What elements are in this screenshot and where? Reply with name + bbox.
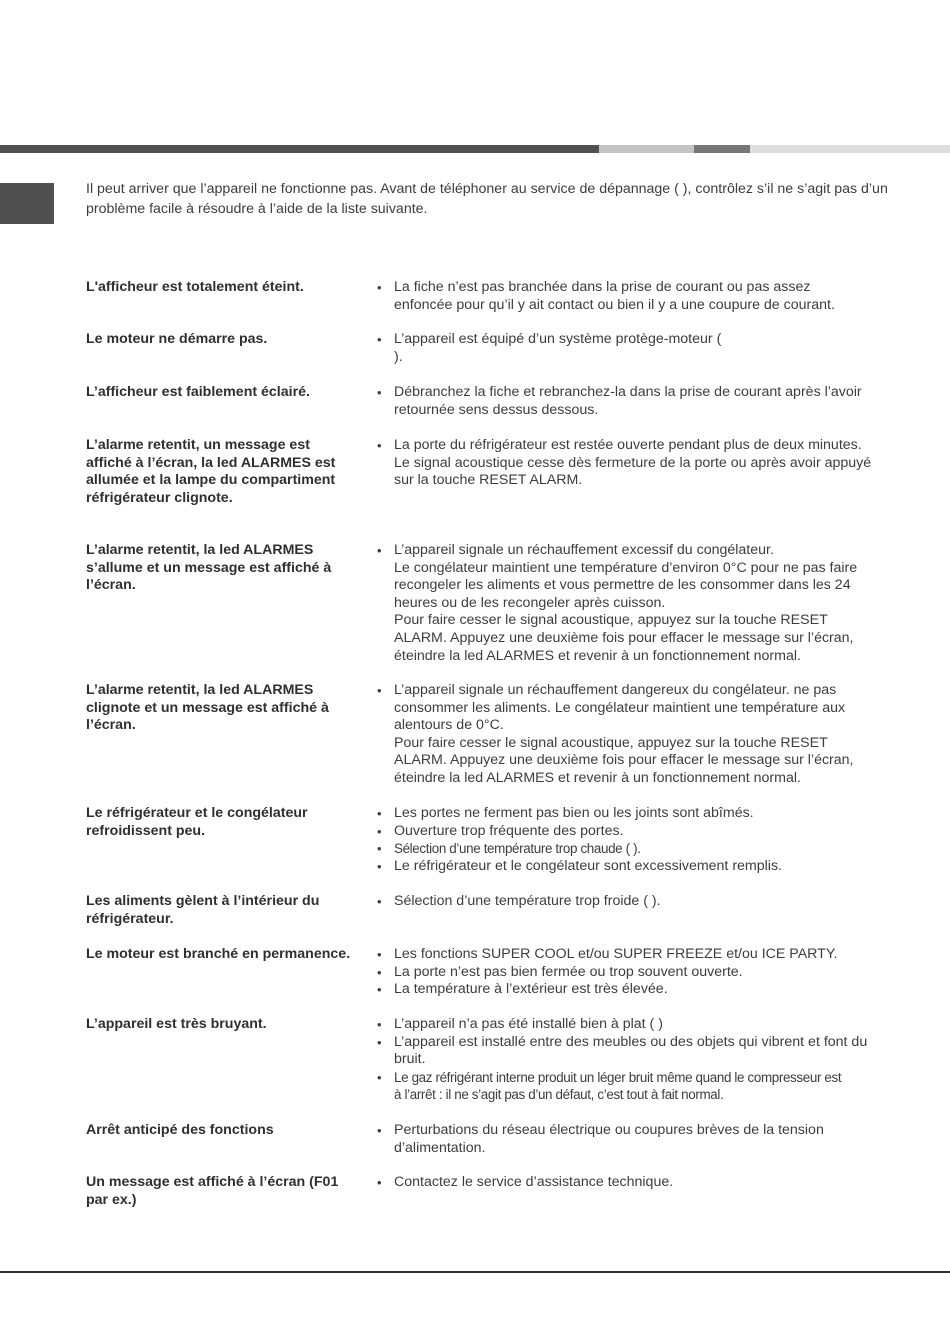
solution-list <box>376 542 898 665</box>
solution-item: • Sélection d’une température trop chaude ( ). <box>376 840 898 858</box>
solution-item: • L’appareil est équipé d’un système protège-moteur ( ). <box>376 331 898 366</box>
language-tab <box>0 183 54 224</box>
solution-item: • L’appareil n’a pas été installé bien à plat ( ) <box>376 1016 898 1034</box>
solution-list <box>376 1174 898 1192</box>
solution-item: • Perturbations du réseau électrique ou coupures brèves de la tension d’alimentation. <box>376 1122 898 1157</box>
solution-item: • Le réfrigérateur et le congélateur sont excessivement remplis. <box>376 858 898 876</box>
solution-list <box>376 1016 898 1104</box>
problem-label: Les aliments gèlent à l’intérieur du réfrigérateur. <box>86 893 320 927</box>
intro-text: Il peut arriver que l’appareil ne fonctionne pas. Avant de téléphoner au service de dépannage ( ), contrôlez s’il ne s’agit pas d’un problème facile à résoudre à l’aide de la liste suivante. <box>86 181 888 217</box>
solution-list <box>376 1122 898 1157</box>
solution-list <box>376 331 898 366</box>
solution-list <box>376 946 898 999</box>
header-bar-light <box>599 145 694 153</box>
problem-label: L’alarme retentit, la led ALARMES clignote et un message est affiché à l’écran. <box>86 682 329 733</box>
solution-list <box>376 279 898 314</box>
solution-item: • La température à l’extérieur est très élevée. <box>376 981 898 999</box>
solution-item: • La fiche n’est pas branchée dans la prise de courant ou pas assez enfoncée pour qu’il y ait contact ou bien il y a une coupure de courant. <box>376 279 898 314</box>
footer-rule <box>0 1271 950 1273</box>
problem-label: L’appareil est très bruyant. <box>86 1016 267 1032</box>
solution-item: • Débranchez la fiche et rebranchez-la dans la prise de courant après l’avoir retournée sens dessus dessous. <box>376 384 898 419</box>
solution-list <box>376 805 898 875</box>
solution-item: • La porte n’est pas bien fermée ou trop souvent ouverte. <box>376 964 898 982</box>
problem-label: Le moteur ne démarre pas. <box>86 331 268 347</box>
solution-item: • Sélection d’une température trop froide ( ). <box>376 893 898 911</box>
solution-item: • Ouverture trop fréquente des portes. <box>376 823 898 841</box>
solution-item: • L’appareil signale un réchauffement excessif du congélateur. Le congélateur maintient une température d’environ 0°C pour ne pas faire recongeler les aliments et vous permettre de les consommer dans les 24 heures ou de les recongeler après cuisson. Pour faire cesser le signal acoustique, appuyez sur la touche RESET ALARM. Appuyez une deuxième fois pour effacer le message sur l’écran, éteindre la led ALARMES et revenir à un fonctionnement normal. <box>376 542 898 665</box>
header-bar-mid <box>694 145 750 153</box>
solution-item: • L’appareil est installé entre des meubles ou des objets qui vibrent et font du bruit. <box>376 1034 898 1069</box>
problem-label: L’alarme retentit, la led ALARMES s’allume et un message est affiché à l’écran. <box>86 542 332 593</box>
solution-list <box>376 384 898 419</box>
solution-list <box>376 893 898 911</box>
problem-label: L’afficheur est faiblement éclairé. <box>86 384 310 400</box>
solution-item: • L’appareil signale un réchauffement dangereux du congélateur. ne pas consommer les aliments. Le congélateur maintient une température aux alentours de 0°C. Pour faire cesser le signal acoustique, appuyez sur la touche RESET ALARM. Appuyez une deuxième fois pour effacer le message sur l’écran, éteindre la led ALARMES et revenir à un fonctionnement normal. <box>376 682 898 788</box>
problem-label: Le réfrigérateur et le congélateur refroidissent peu. <box>86 805 308 839</box>
problem-label: L’alarme retentit, un message est affiché à l’écran, la led ALARMES est allumée et la lampe du compartiment réfrigérateur clignote. <box>86 437 336 506</box>
solution-item: • Les fonctions SUPER COOL et/ou SUPER FREEZE et/ou ICE PARTY. <box>376 946 898 964</box>
solution-item: • Les portes ne ferment pas bien ou les joints sont abîmés. <box>376 805 898 823</box>
header-bar-light-end <box>750 145 950 153</box>
solution-item: • Le gaz réfrigérant interne produit un léger bruit même quand le compresseur est à l’arrêt : il ne s’agit pas d’un défaut, c’est tout à fait normal. <box>376 1069 898 1104</box>
problem-label: L'afficheur est totalement éteint. <box>86 279 304 295</box>
problem-label: Un message est affiché à l’écran (F01 par ex.) <box>86 1174 339 1208</box>
solution-item: • Contactez le service d’assistance technique. <box>376 1174 898 1192</box>
solution-list <box>376 682 898 788</box>
problem-label: Arrêt anticipé des fonctions <box>86 1122 274 1138</box>
header-bar-dark <box>0 145 599 153</box>
solution-item: • La porte du réfrigérateur est restée ouverte pendant plus de deux minutes. Le signal acoustique cesse dès fermeture de la porte ou après avoir appuyé sur la touche RESET ALARM. <box>376 437 898 490</box>
solution-list <box>376 437 898 490</box>
problem-label: Le moteur est branché en permanence. <box>86 946 351 962</box>
